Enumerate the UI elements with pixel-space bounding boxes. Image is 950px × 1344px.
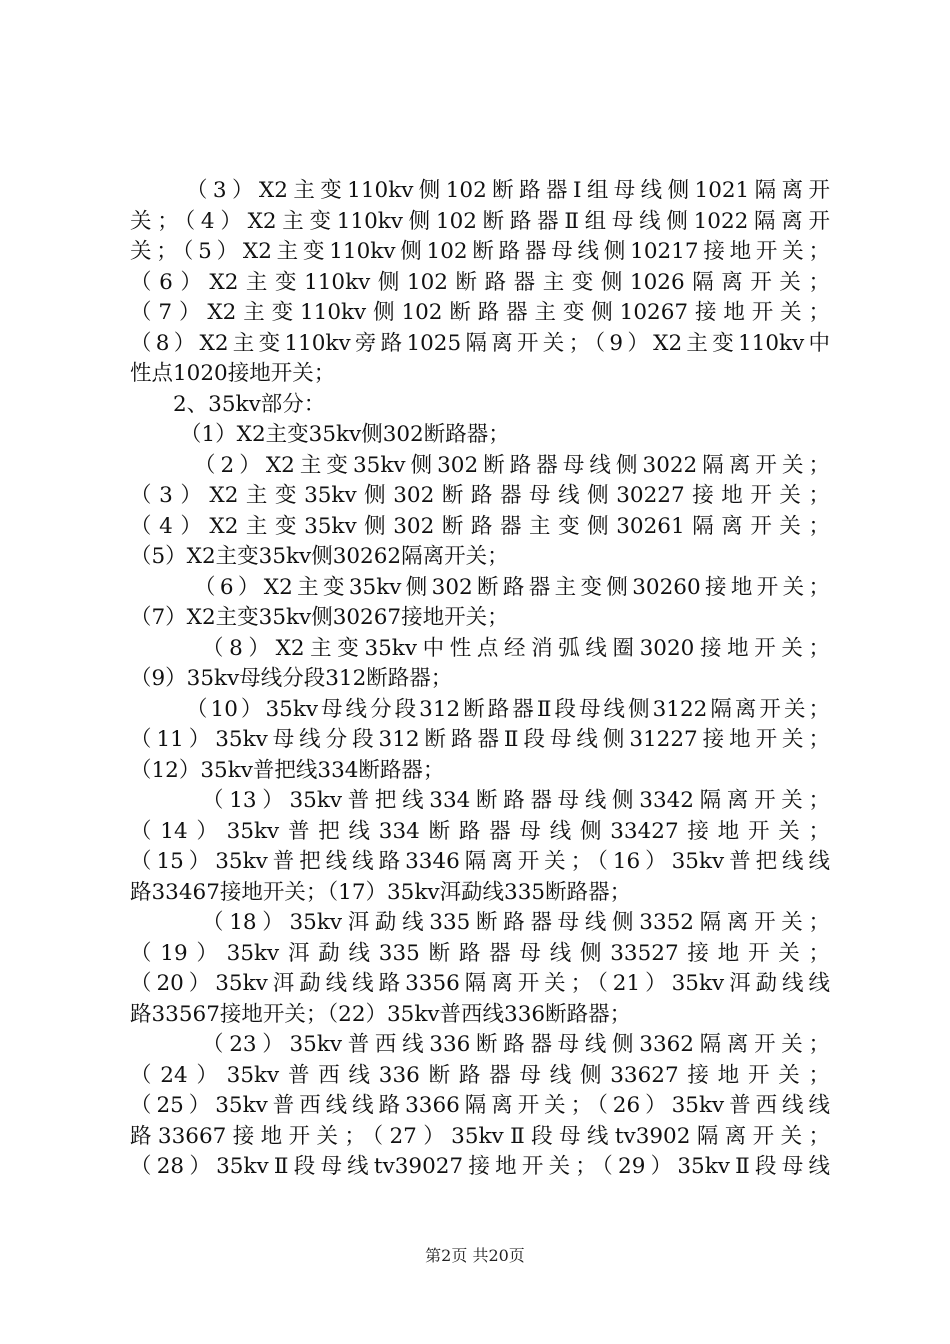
text-line: （18）35kv洱勐线335断路器母线侧3352隔离开关； xyxy=(202,910,830,935)
text-line: （6）X2主变110kv侧102断路器主变侧1026隔离开关； xyxy=(130,269,830,295)
text-line: （19）35kv洱勐线335断路器母线侧33527接地开关； xyxy=(130,940,830,966)
text-line: （6）X2主变35kv侧302断路器主变侧30260接地开关； xyxy=(194,574,830,600)
text-line: （25）35kv普西线线路3366隔离开关；（26）35kv普西线线 xyxy=(130,1093,830,1118)
text-line: （28）35kvⅡ段母线tv39027接地开关；（29）35kvⅡ段母线 xyxy=(130,1154,830,1179)
text-line: 性点1020接地开关； xyxy=(130,361,336,386)
text-line: （12）35kv普把线334断路器； xyxy=(130,757,445,783)
text-line: （8）X2主变110kv旁路1025隔离开关；（9）X2主变110kv中 xyxy=(130,330,830,356)
text-line: （10）35kv母线分段312断路器Ⅱ段母线侧3122隔离开关； xyxy=(186,696,830,722)
text-line: （8）X2主变35kv中性点经消弧线圈3020接地开关； xyxy=(202,635,830,661)
text-line: 路33567接地开关；（22）35kv普西线336断路器； xyxy=(130,1001,632,1027)
text-line: （11）35kv母线分段312断路器Ⅱ段母线侧31227接地开关； xyxy=(130,727,830,752)
text-line: （24）35kv普西线336断路器母线侧33627接地开关； xyxy=(130,1062,830,1088)
text-line: （15）35kv普把线线路3346隔离开关；（16）35kv普把线线 xyxy=(130,849,830,874)
text-line: （20）35kv洱勐线线路3356隔离开关；（21）35kv洱勐线线 xyxy=(130,971,830,996)
text-line: 关；（4）X2主变110kv侧102断路器Ⅱ组母线侧1022隔离开 xyxy=(130,208,830,234)
text-line: （4）X2主变35kv侧302断路器主变侧30261隔离开关； xyxy=(130,513,830,539)
text-line: 路33667接地开关；（27）35kvⅡ段母线tv3902隔离开关； xyxy=(130,1123,830,1149)
text-line: （7）X2主变110kv侧102断路器主变侧10267接地开关； xyxy=(130,300,830,325)
text-line: （14）35kv普把线334断路器母线侧33427接地开关； xyxy=(130,818,830,844)
text-line: （9）35kv母线分段312断路器； xyxy=(130,666,453,691)
text-line: （5）X2主变35kv侧30262隔离开关； xyxy=(130,544,509,569)
text-line: （7）X2主变35kv侧30267接地开关； xyxy=(130,605,509,630)
text-line: （3）X2主变110kv侧102断路器Ⅰ组母线侧1021隔离开 xyxy=(186,178,830,203)
page-footer: 第2页 共20页 xyxy=(425,1246,525,1265)
text-line: 关；（5）X2主变110kv侧102断路器母线侧10217接地开关； xyxy=(130,239,830,264)
text-line: （13）35kv普把线334断路器母线侧3342隔离开关； xyxy=(202,788,830,813)
text-line: （23）35kv普西线336断路器母线侧3362隔离开关； xyxy=(202,1032,830,1057)
text-line: （1）X2主变35kv侧302断路器； xyxy=(180,422,510,447)
document-body xyxy=(130,176,830,1183)
text-line: （2）X2主变35kv侧302断路器母线侧3022隔离开关； xyxy=(194,452,830,478)
text-line: （3）X2主变35kv侧302断路器母线侧30227接地开关； xyxy=(130,483,830,508)
section-heading: 2、35kv部分： xyxy=(173,391,326,417)
text-line: 路33467接地开关；（17）35kv洱勐线335断路器； xyxy=(130,879,632,905)
